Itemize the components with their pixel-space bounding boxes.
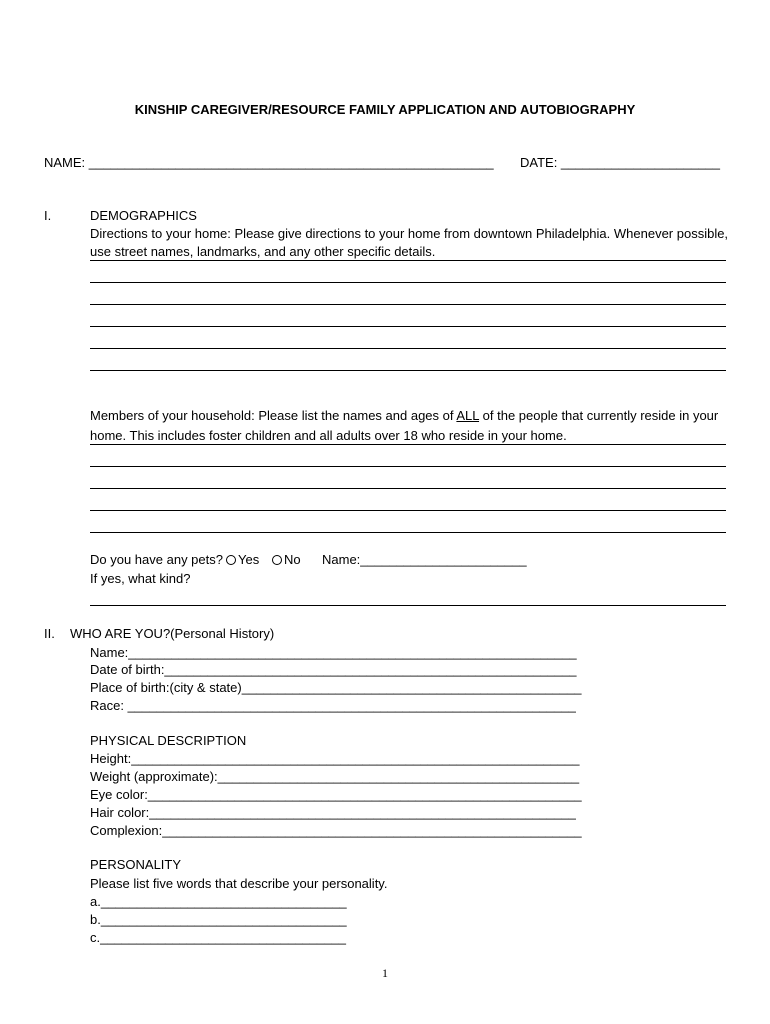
all-emphasis: ALL (456, 408, 480, 423)
date-field[interactable]: DATE: ______________________ (520, 155, 720, 170)
section-2-number: II. (44, 626, 55, 641)
place-of-birth-field[interactable]: Place of birth:(city & state)_______________________________________________ (90, 680, 582, 695)
directions-answer-line[interactable] (90, 282, 726, 283)
household-answer-line[interactable] (90, 466, 726, 467)
directions-answer-line[interactable] (90, 326, 726, 327)
pets-kind-question: If yes, what kind? (90, 571, 191, 586)
personality-item-a[interactable]: a.__________________________________ (90, 894, 347, 909)
directions-instructions-line-2: use street names, landmarks, and any other specific details. (90, 244, 436, 259)
radio-circle-icon[interactable] (272, 555, 282, 565)
personality-prompt: Please list five words that describe your personality. (90, 876, 388, 891)
directions-answer-line[interactable] (90, 348, 726, 349)
name-field[interactable]: NAME: ________________________________________________________ (44, 155, 494, 170)
section-1-number: I. (44, 208, 52, 223)
date-of-birth-field[interactable]: Date of birth:_________________________________________________________ (90, 662, 577, 677)
pet-name-field[interactable]: Name:_______________________ (322, 552, 527, 567)
pets-question: Do you have any pets? (90, 552, 223, 567)
eye-color-field[interactable]: Eye color:____________________________________________________________ (90, 787, 582, 802)
pets-kind-answer-line[interactable] (90, 605, 726, 606)
section-2-heading: WHO ARE YOU?(Personal History) (70, 626, 275, 641)
height-field[interactable]: Height:______________________________________________________________ (90, 751, 580, 766)
directions-instructions-line-1: Directions to your home: Please give directions to your home from downtown Philadelphia. Whenever possible, (90, 226, 729, 241)
household-answer-line[interactable] (90, 510, 726, 511)
household-instructions-line-1: Members of your household: Please list the names and ages of ALL of the people that currently reside in your (90, 408, 719, 423)
household-answer-line[interactable] (90, 444, 726, 445)
pets-yes-option[interactable]: Yes (226, 552, 259, 567)
directions-answer-line[interactable] (90, 260, 726, 261)
household-instructions-line-2: home. This includes foster children and all adults over 18 who reside in your home. (90, 428, 567, 443)
page-number: 1 (382, 966, 388, 980)
form-title: KINSHIP CAREGIVER/RESOURCE FAMILY APPLICATION AND AUTOBIOGRAPHY (134, 102, 636, 117)
household-answer-line[interactable] (90, 488, 726, 489)
physical-description-heading: PHYSICAL DESCRIPTION (90, 733, 247, 748)
complexion-field[interactable]: Complexion:__________________________________________________________ (90, 823, 582, 838)
pets-no-option[interactable]: No (272, 552, 301, 567)
personality-item-b[interactable]: b.__________________________________ (90, 912, 347, 927)
race-field[interactable]: Race: ______________________________________________________________ (90, 698, 576, 713)
directions-answer-line[interactable] (90, 370, 726, 371)
radio-circle-icon[interactable] (226, 555, 236, 565)
directions-answer-line[interactable] (90, 304, 726, 305)
hair-color-field[interactable]: Hair color:___________________________________________________________ (90, 805, 576, 820)
weight-field[interactable]: Weight (approximate):__________________________________________________ (90, 769, 580, 784)
personality-heading: PERSONALITY (90, 857, 182, 872)
section-1-heading: DEMOGRAPHICS (90, 208, 197, 223)
household-answer-line[interactable] (90, 532, 726, 533)
personality-item-c[interactable]: c.__________________________________ (90, 930, 346, 945)
personal-name-field[interactable]: Name:______________________________________________________________ (90, 645, 577, 660)
